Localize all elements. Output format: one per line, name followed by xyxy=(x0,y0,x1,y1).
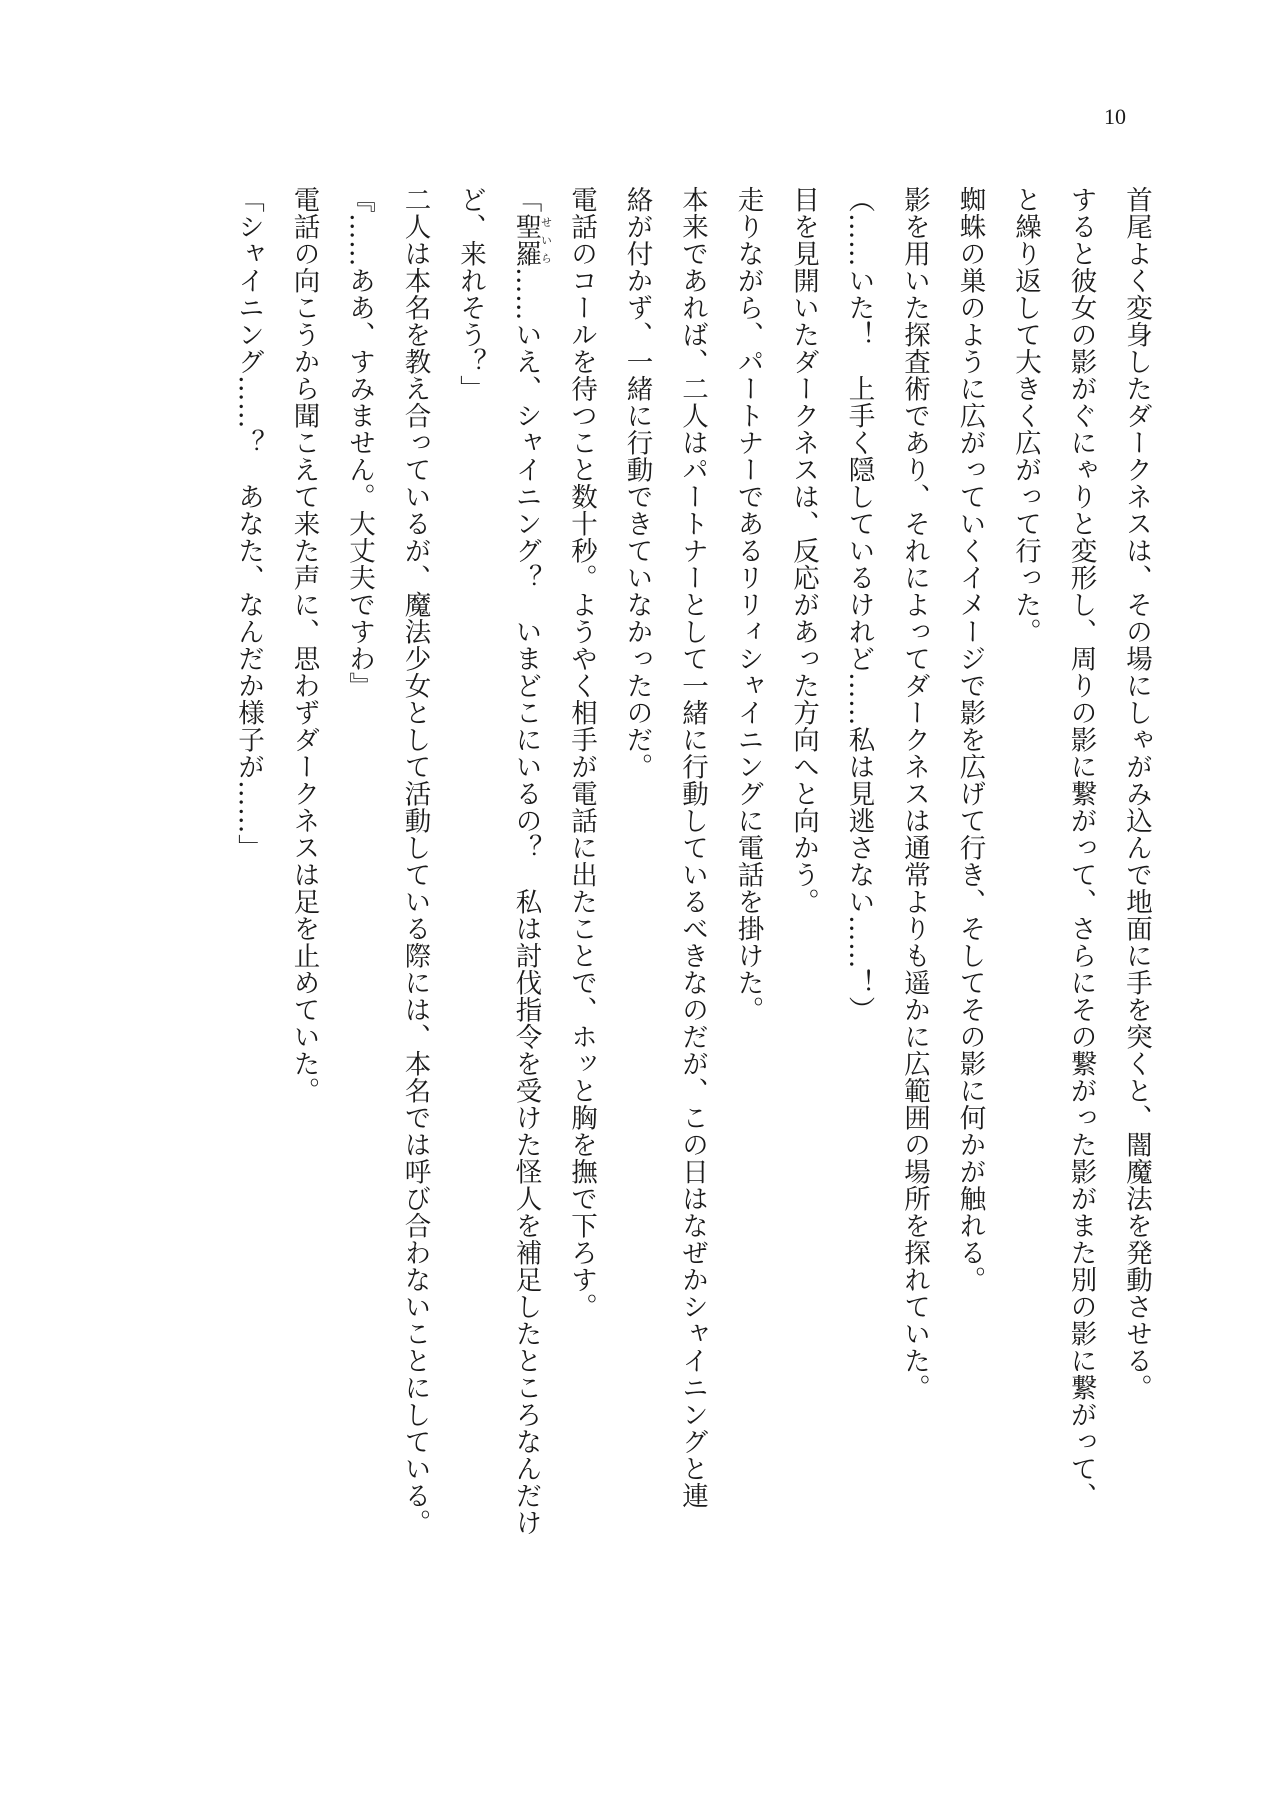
paragraph-6: 目を見開いたダークネスは、反応があった方向へと向かう。 xyxy=(788,186,819,915)
paragraph-14-dialogue: 「シャイニング……？ あなた、なんだか様子が……」 xyxy=(233,186,264,861)
page-number: 10 xyxy=(1104,104,1126,129)
paragraph-7: 走りながら、パートナーであるリリィシャイニングに電話を掛けた。 xyxy=(732,186,764,1023)
paragraph-4: 影を用いた探査術であり、それによってダークネスは通常よりも遥かに広範囲の場所を探れていた。 xyxy=(899,186,930,1401)
quote-open: 「 xyxy=(510,186,542,213)
paragraph-12-dialogue: 『……ああ、すみません。大丈夫ですわ』 xyxy=(344,186,375,699)
paragraph-8: 本来であれば、二人はパートナーとして一緒に行動しているべきなのだが、この日はなぜかシャイニングと連 xyxy=(677,186,708,1509)
paragraph-9: 電話のコールを待つこと数十秒。ようやく相手が電話に出たことで、ホッと胸を撫で下ろす。 xyxy=(566,186,597,1320)
ellipsis: …… xyxy=(510,267,542,321)
paragraph-3: 蜘蛛の巣のように広がっていくイメージで影を広げて行き、そしてその影に何かが触れる。 xyxy=(954,186,986,1293)
paragraph-5-thought: （……いた！ 上手く隠しているけれど……私は見逃さない……！） xyxy=(843,186,875,1023)
ruby-base: 聖羅 xyxy=(510,213,542,267)
paragraph-1: 首尾よく変身したダークネスは、その場にしゃがみ込んで地面に手を突くと、闇魔法を発動させる。 xyxy=(1121,186,1152,1401)
ruby-name xyxy=(510,213,553,267)
ruby-reading: せいら xyxy=(539,213,553,267)
body-text xyxy=(221,186,1165,1566)
paragraph-13: 電話の向こうから聞こえて来た声に、思わずダークネスは足を止めていた。 xyxy=(288,186,320,1104)
paragraph-11: 二人は本名を教え合っているが、魔法少女として活動している際には、本名では呼び合わないことにしている。 xyxy=(399,186,431,1536)
paragraph-10-dialogue xyxy=(498,186,554,1566)
paragraph-10-continued: ど、来れそう？」 xyxy=(455,186,486,402)
dialogue-rest: いえ、シャイニング？ いまどこにいるの？ 私は討伐指令を受けた怪人を補足したところなんだけ xyxy=(510,321,542,1536)
paragraph-2-continued: と繰り返して大きく広がって行った。 xyxy=(1010,186,1041,645)
paragraph-2: すると彼女の影がぐにゃりと変形し、周りの影に繋がって、さらにその繋がった影がまた別の影に繋がって、 xyxy=(1065,186,1097,1509)
paragraph-8-continued: 絡が付かず、一緒に行動できていなかったのだ。 xyxy=(621,186,653,780)
